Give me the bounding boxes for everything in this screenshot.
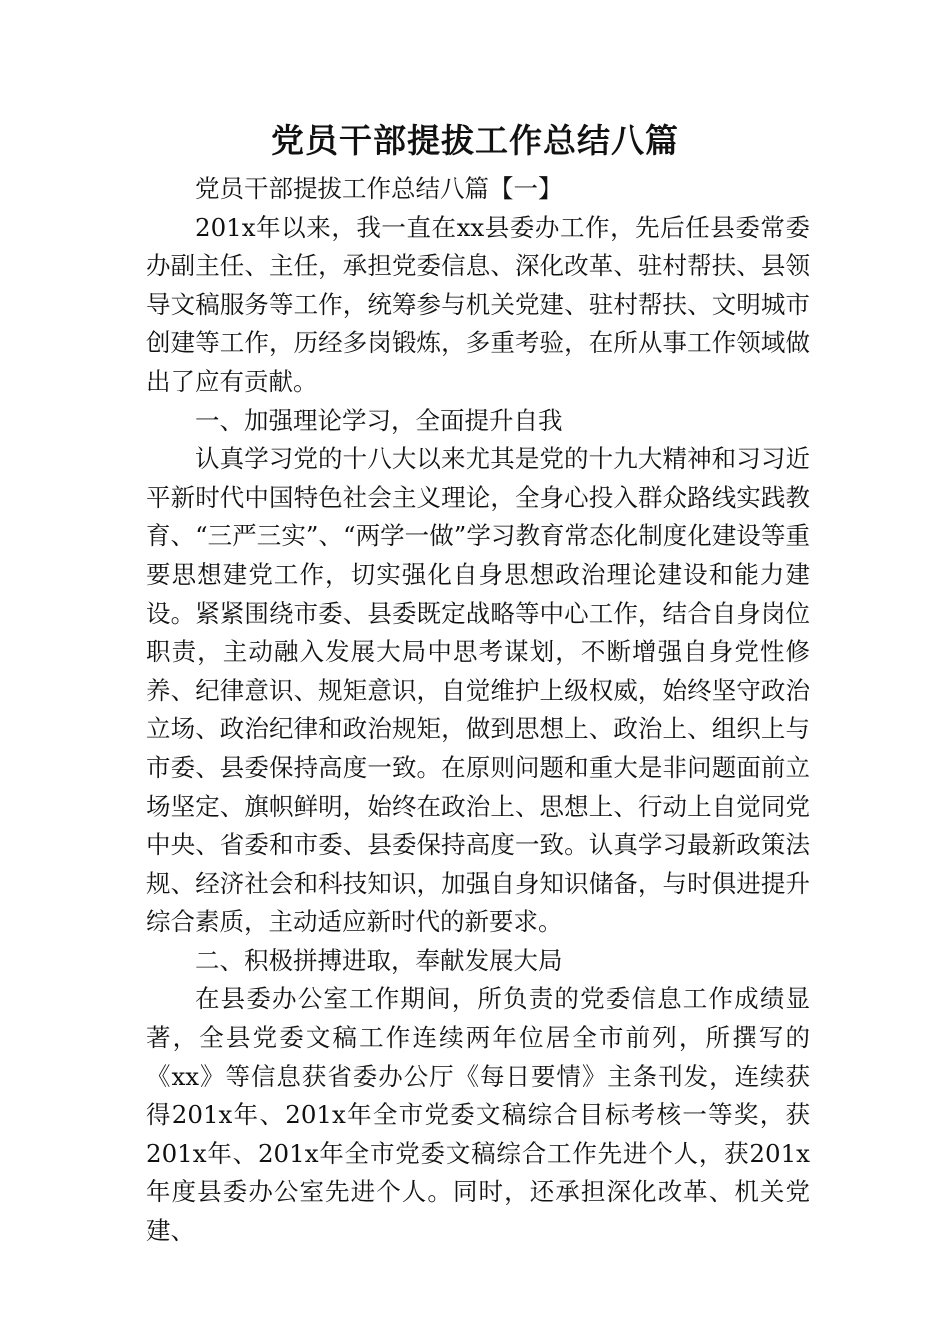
document-body [146, 170, 810, 1251]
paragraph-contribution: 在县委办公室工作期间，所负责的党委信息工作成绩显著，全县党委文稿工作连续两年位居全市前列，所撰写的《xx》等信息获省委办公厅《每日要情》主条刊发，连续获得201x年、201x年全市党委文稿综合目标考核一等奖，获201x年、201x年全市党委文稿综合工作先进个人，获201x年度县委办公室先进个人。同时，还承担深化改革、机关党建、 [146, 984, 810, 1246]
section-heading-part-one: 党员干部提拔工作总结八篇【一】 [195, 174, 563, 203]
section-heading-theory-study: 一、加强理论学习，全面提升自我 [195, 405, 563, 435]
paragraph-intro: 201x年以来，我一直在xx县委办工作，先后任县委常委办副主任、主任，承担党委信息、深化改革、驻村帮扶、县领导文稿服务等工作，统筹参与机关党建、驻村帮扶、文明城市创建等工作，历经多岗锻炼，多重考验，在所从事工作领域做出了应有贡献。 [146, 212, 810, 396]
paragraph-theory-study: 认真学习党的十八大以来尤其是党的十九大精神和习习近平新时代中国特色社会主义理论，全身心投入群众路线实践教育、“三严三实”、“两学一做”学习教育常态化制度化建设等重要思想建党工作，切实强化自身思想政治理论建设和能力建设。紧紧围绕市委、县委既定战略等中心工作，结合自身岗位职责，主动融入发展大局中思考谋划，不断增强自身党性修养、纪律意识、规矩意识，自觉维护上级权威，始终坚守政治立场、政治纪律和政治规矩，做到思想上、政治上、组织上与市委、县委保持高度一致。在原则问题和重大是非问题面前立场坚定、旗帜鲜明，始终在政治上、思想上、行动上自觉同党中央、省委和市委、县委保持高度一致。认真学习最新政策法规、经济社会和科技知识，加强自身知识储备，与时俱进提升综合素质，主动适应新时代的新要求。 [146, 444, 810, 937]
document-title: 党员干部提拔工作总结八篇 [271, 121, 679, 160]
section-heading-contribution: 二、积极拼搏进取，奉献发展大局 [195, 945, 563, 975]
